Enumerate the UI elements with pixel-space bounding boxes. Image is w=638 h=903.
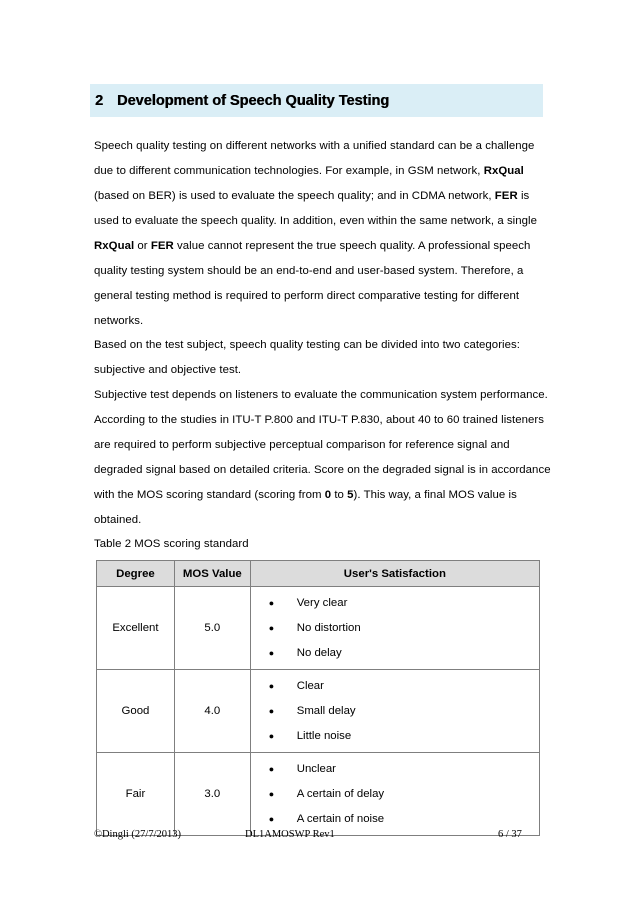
text-run: Based on the test subject, speech quality testing can be divided into two categories: <box>94 339 520 351</box>
mos-value-cell: 4.0 <box>174 670 250 753</box>
body-line <box>94 439 510 451</box>
list-item <box>251 699 539 724</box>
text-run: Speech quality testing on different networks with a unified standard can be a challenge <box>94 140 535 152</box>
body-line <box>94 240 530 252</box>
text-run: are required to perform subjective perceptual comparison for reference signal and <box>94 439 510 451</box>
section-number: 2 <box>95 93 104 109</box>
bold-term: RxQual <box>94 240 135 252</box>
bold-term: RxQual <box>483 165 524 177</box>
mos-value-cell: 3.0 <box>174 753 250 836</box>
bold-term: 0 <box>324 489 332 501</box>
bullet-icon: ● <box>268 681 275 691</box>
header-degree: Degree <box>97 561 175 587</box>
table-caption <box>94 538 249 550</box>
satisfaction-text: A certain of delay <box>296 788 385 800</box>
mos-table <box>96 560 540 836</box>
satisfaction-text: Little noise <box>296 730 352 742</box>
bullet-icon: ● <box>268 764 275 774</box>
body-line <box>94 339 520 351</box>
footer-center: DL1AMOSWP Rev1 <box>245 829 335 840</box>
body-line <box>94 290 519 302</box>
text-run: degraded signal based on detailed criteria. Score on the degraded signal is in accordance <box>94 464 551 476</box>
satisfaction-text: A certain of noise <box>296 813 385 825</box>
satisfaction-text: Unclear <box>296 763 336 775</box>
text-run: used to evaluate the speech quality. In addition, even within the same network, a single <box>94 215 537 227</box>
list-item <box>251 674 539 699</box>
text-run: value cannot represent the true speech quality. A professional speech <box>173 240 531 252</box>
text-run: quality testing system should be an end-to-end and user-based system. Therefore, a <box>94 265 524 277</box>
satisfaction-list <box>251 670 539 752</box>
satisfaction-list <box>251 587 539 669</box>
text-run: is <box>517 190 530 202</box>
satisfaction-text: No distortion <box>296 622 361 634</box>
text-run: According to the studies in ITU-T P.800 and ITU-T P.830, about 40 to 60 trained listeners <box>94 414 544 426</box>
satisfaction-list <box>251 753 539 835</box>
satisfaction-text: No delay <box>296 647 342 659</box>
satisfaction-text: Very clear <box>296 597 348 609</box>
bullet-icon: ● <box>268 789 275 799</box>
bullet-icon: ● <box>268 623 275 633</box>
table-row <box>97 753 540 836</box>
degree-cell: Good <box>97 670 175 753</box>
table-row <box>97 670 540 753</box>
text-run: networks. <box>94 315 144 327</box>
footer-page-number: 6 / 37 <box>498 829 522 840</box>
body-line <box>94 489 517 501</box>
text-run: obtained. <box>94 514 142 526</box>
text-run: or <box>134 240 151 252</box>
list-item <box>251 641 539 666</box>
body-line <box>94 364 241 376</box>
body-line <box>94 215 537 227</box>
bullet-icon: ● <box>268 648 275 658</box>
bullet-icon: ● <box>268 814 275 824</box>
list-item <box>251 782 539 807</box>
list-item <box>251 724 539 749</box>
text-run: with the MOS scoring standard (scoring from <box>94 489 325 501</box>
degree-cell: Fair <box>97 753 175 836</box>
bold-term: FER <box>494 190 518 202</box>
table-row <box>97 587 540 670</box>
list-item <box>251 616 539 641</box>
body-line <box>94 265 523 277</box>
header-mos-value: MOS Value <box>174 561 250 587</box>
text-run: due to different communication technologies. For example, in GSM network, <box>94 165 484 177</box>
section-heading <box>95 93 389 109</box>
table-header-row <box>97 561 540 587</box>
body-line <box>94 514 141 526</box>
satisfaction-text: Clear <box>296 680 324 692</box>
bold-term: 5 <box>347 489 354 501</box>
text-run: (based on BER) is used to evaluate the speech quality; and in CDMA network, <box>94 190 495 202</box>
satisfaction-cell <box>250 670 539 753</box>
footer-left: ©Dingli (27/7/2013) <box>94 829 182 840</box>
list-item <box>251 757 539 782</box>
list-item <box>251 591 539 616</box>
body-line <box>94 315 143 327</box>
bullet-icon: ● <box>268 731 275 741</box>
body-line <box>94 414 544 426</box>
bold-term: FER <box>150 240 174 252</box>
satisfaction-cell <box>250 753 539 836</box>
text-run: ). This way, a final MOS value is <box>353 489 517 501</box>
bullet-icon: ● <box>268 598 275 608</box>
text-run: general testing method is required to perform direct comparative testing for different <box>94 290 520 302</box>
satisfaction-cell <box>250 587 539 670</box>
text-run: to <box>331 489 348 501</box>
text-run: subjective and objective test. <box>94 364 242 376</box>
satisfaction-text: Small delay <box>296 705 356 717</box>
body-line <box>94 464 551 476</box>
bullet-icon: ● <box>268 706 275 716</box>
body-line <box>94 190 529 202</box>
degree-cell: Excellent <box>97 587 175 670</box>
body-line <box>94 165 524 177</box>
header-users-satisfaction: User's Satisfaction <box>250 561 539 587</box>
body-line <box>94 140 534 152</box>
text-run: Subjective test depends on listeners to evaluate the communication system performance. <box>94 389 548 401</box>
mos-value-cell: 5.0 <box>174 587 250 670</box>
body-line <box>94 389 548 401</box>
text-run: Table 2 MOS scoring standard <box>94 538 249 550</box>
section-title: Development of Speech Quality Testing <box>117 93 390 109</box>
